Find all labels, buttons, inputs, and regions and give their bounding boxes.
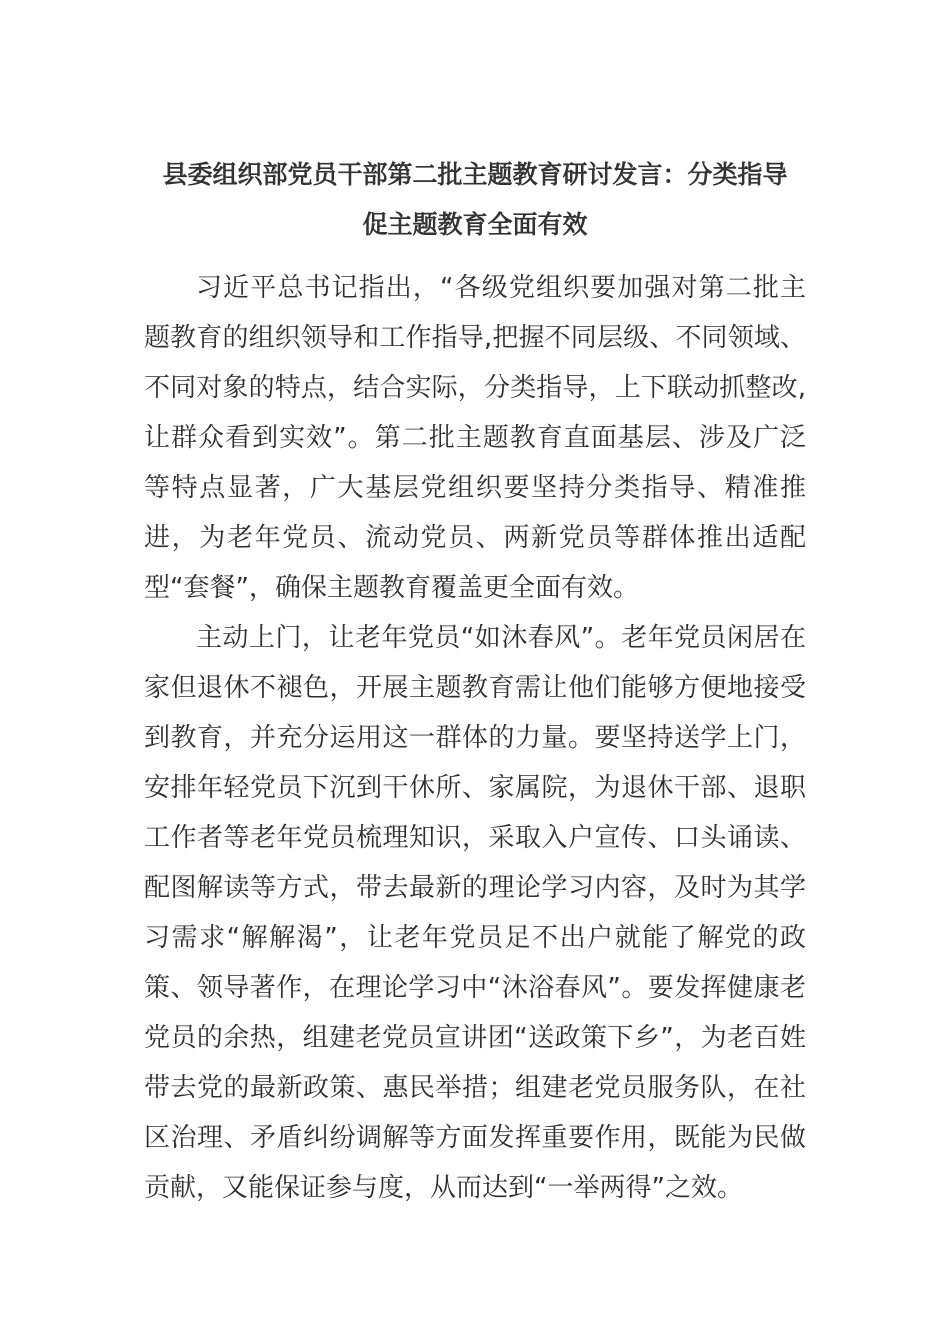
document-title-line-2: 促主题教育全面有效 xyxy=(362,210,588,239)
document-body xyxy=(144,263,806,1213)
paragraph-intro: 习近平总书记指出，“各级党组织要加强对第二批主题教育的组织领导和工作指导,把握不同层级、不同领域、不同对象的特点，结合实际，分类指导，上下联动抓整改,让群众看到实效”。第二批主题教育直面基层、涉及广泛等特点显著，广大基层党组织要坚持分类指导、精准推进，为老年党员、流动党员、两新党员等群体推出适配型“套餐”，确保主题教育覆盖更全面有效。 xyxy=(144,273,806,603)
document-title-line-1: 县委组织部党员干部第二批主题教育研讨发言：分类指导 xyxy=(162,160,788,189)
document-title xyxy=(140,150,810,250)
paragraph-elderly-members: 主动上门，让老年党员“如沐春风”。老年党员闲居在家但退休不褪色，开展主题教育需让他们能够方便地接受到教育，并充分运用这一群体的力量。要坚持送学上门，安排年轻党员下沉到干休所、家属院，为退休干部、退职工作者等老年党员梳理知识，采取入户宣传、口头诵读、配图解读等方式，带去最新的理论学习内容，及时为其学习需求“解解渴”，让老年党员足不出户就能了解党的政策、领导著作，在理论学习中“沐浴春风”。要发挥健康老党员的余热，组建老党员宣讲团“送政策下乡”，为老百姓带去党的最新政策、惠民举措；组建老党员服务队，在社区治理、矛盾纠纷调解等方面发挥重要作用，既能为民做贡献，又能保证参与度，从而达到“一举两得”之效。 xyxy=(144,623,806,1203)
